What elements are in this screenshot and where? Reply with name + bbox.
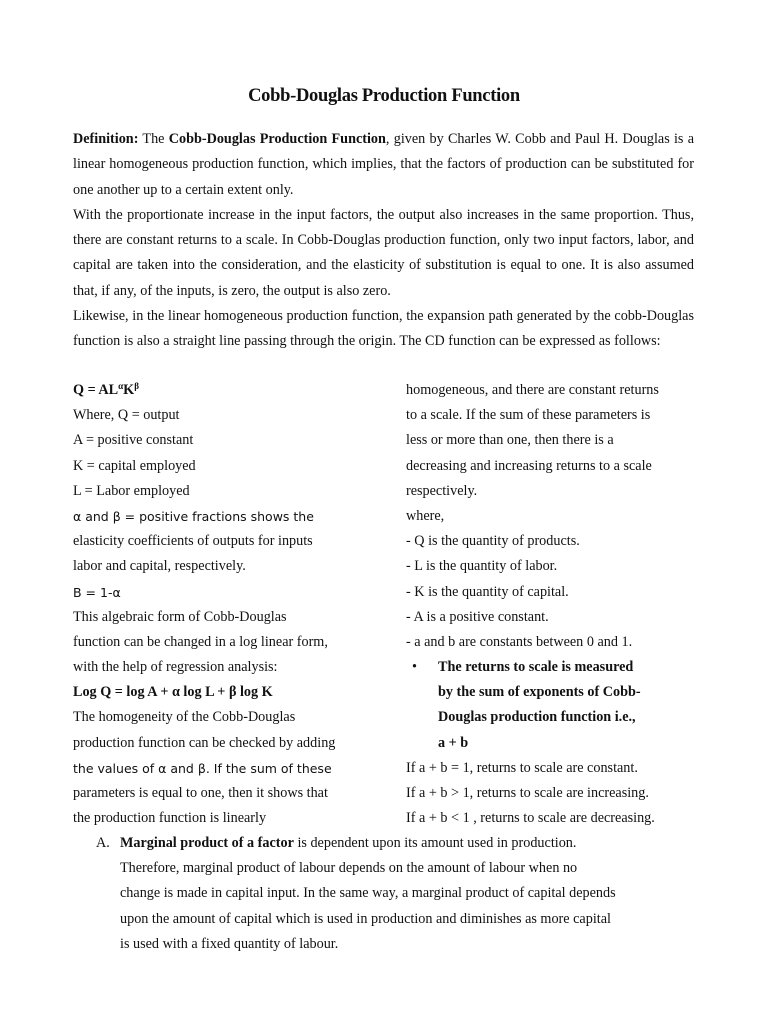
where-output: Where, Q = output [73,407,180,424]
definition-label: Definition: [73,131,139,147]
beta-equation: Β = 1-α [73,584,121,600]
list-a-line-4: upon the amount of capital which is used in production and diminishes as more capital [120,910,611,927]
cd-equation: $Q = AL^\alpha K^\beta$ [73,381,139,398]
alpha-beta-line-3: labor and capital, respectively. [73,558,246,575]
bullet-dot-icon: • [412,659,417,676]
def-ab: - a and b are constants between 0 and 1. [406,633,633,650]
def-l: L = Labor employed [73,482,190,499]
continuation-line-3: less or more than one, then there is a [406,432,614,449]
alpha-beta-line-1: α and β = positive fractions shows the [73,508,314,524]
list-a-line-5: is used with a fixed quantity of labour. [120,935,339,952]
rule-decreasing: If a + b < 1 , returns to scale are decreasing. [406,810,655,827]
def-k: K = capital employed [73,457,196,474]
algebraic-line-3: with the help of regression analysis: [73,659,278,676]
def-k: - K is the quantity of capital. [406,583,569,600]
homogeneity-line-5: the production function is linearly [73,810,267,827]
def-a: A = positive constant [73,432,194,449]
proportion-paragraph: With the proportionate increase in the input factors, the output also increases in the same proportion. Thus, there are constant returns to a scale. In Cobb-Douglas production function, only two input factors, labor, and capital are taken into the consideration, and the elasticity of substitution is equal to one. It is also assumed that, if any, of the inputs, is zero, the output is also zero. [73,206,694,299]
left-column [73,378,393,831]
list-item-a [96,831,696,957]
homogeneity-line-4: parameters is equal to one, then it shows that [73,785,328,801]
continuation-line-1: homogeneous, and there are constant returns [406,382,659,398]
list-marker: A. [96,835,110,851]
def-a: - A is a positive constant. [406,608,549,625]
right-column [406,378,696,831]
rule-increasing: If a + b > 1, returns to scale are increasing. [406,785,649,801]
homogeneity-line-2: production function can be checked by adding [73,734,336,751]
returns-bullet-line-1: • The returns to scale is measured [406,655,696,680]
returns-bullet-line-3: Douglas production function i.e., [438,709,636,726]
returns-bullet-line-4: a + b [438,734,469,751]
homogeneity-line-3: the values of α and β. If the sum of these [73,760,332,776]
list-a-line-3: change is made in capital input. In the same way, a marginal product of capital depends [120,885,616,902]
log-equation: Log Q = log A + α log L + β log K [73,684,273,701]
definition-term: Cobb-Douglas Production Function [168,131,386,147]
continuation-line-2: to a scale. If the sum of these parameters is [406,407,651,424]
expansion-path-paragraph: Likewise, in the linear homogeneous production function, the expansion path generated by the cobb-Douglas function is also a straight line passing through the origin. The CD function can be expressed as follows: [73,308,694,350]
continuation-line-4: decreasing and increasing returns to a scale [406,457,652,474]
returns-bullet-line-2: by the sum of exponents of Cobb- [438,684,641,701]
list-a-line-2: Therefore, marginal product of labour depends on the amount of labour when no [120,860,578,877]
definition-paragraph [73,127,694,203]
algebraic-line-2: function can be changed in a log linear form, [73,633,328,650]
rule-constant: If a + b = 1, returns to scale are constant. [406,759,638,776]
algebraic-line-1: This algebraic form of Cobb-Douglas [73,608,287,625]
homogeneity-line-1: The homogeneity of the Cobb-Douglas [73,709,296,726]
definition-pre: The [138,131,169,147]
def-q: - Q is the quantity of products. [406,533,580,550]
where-label: where, [406,507,445,524]
alpha-beta-line-2: elasticity coefficients of outputs for inputs [73,533,313,550]
continuation-line-5: respectively. [406,482,478,499]
list-a-line-1: Marginal product of a factor is dependent upon its amount used in production. [120,835,577,851]
def-l: - L is the quantity of labor. [406,558,558,575]
intro-section [73,127,694,355]
definition-text: , given by Charles W. Cobb and Paul H. Douglas is a linear homogeneous production function, which implies, that the factors of production can be substituted for one another up to a certain extent only. [73,131,695,198]
page-title: Cobb-Douglas Production Function [248,86,520,106]
list-item-a-text [120,831,696,957]
